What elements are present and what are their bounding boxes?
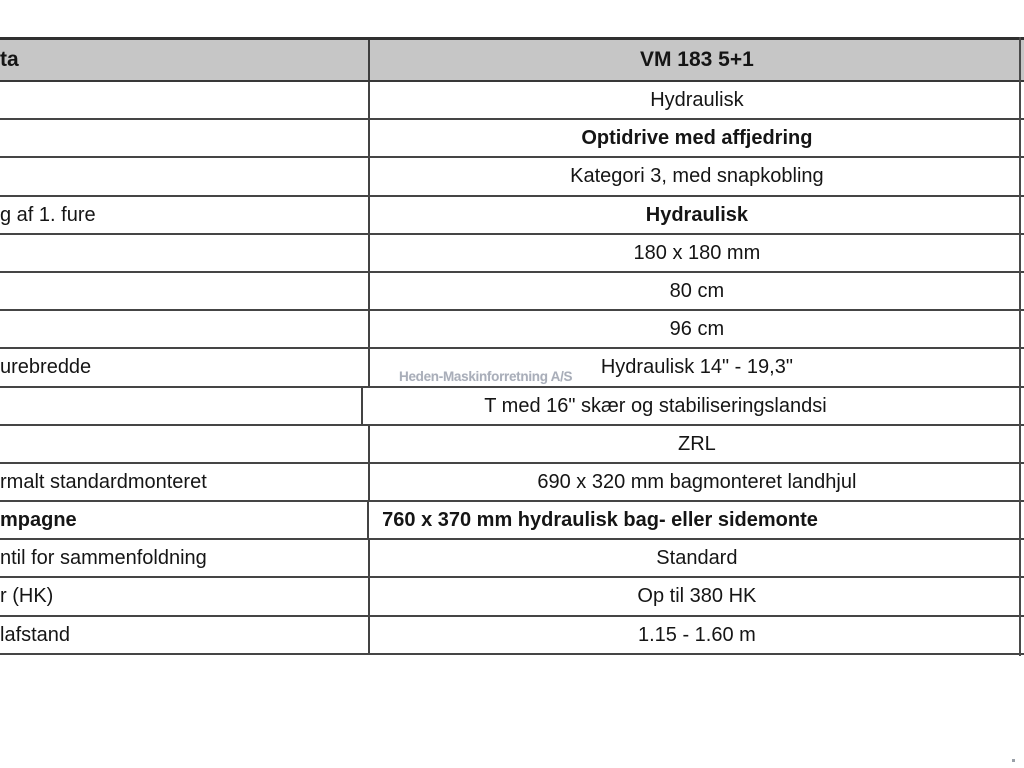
table-row: [0, 578, 1024, 616]
table-row: [0, 426, 1024, 464]
header-model-cell: VM 183 5+1: [639, 48, 754, 71]
spec-value-cell: 690 x 320 mm bagmonteret landhjul: [537, 470, 857, 493]
table-row: [0, 617, 1024, 655]
table-row: [0, 273, 1024, 311]
dealer-watermark: Heden-Maskinforretning A/S: [399, 369, 573, 384]
table-row: [0, 502, 1024, 540]
table-row: [0, 82, 1024, 120]
spec-label-cell: g af 1. fure: [0, 197, 370, 233]
spec-label-cell: r (HK): [0, 578, 370, 614]
spec-label-cell: [0, 273, 370, 309]
spec-value-cell: Hydraulisk: [650, 89, 744, 111]
table-header-row: [0, 40, 1024, 82]
spec-label-cell: mpagne: [0, 502, 369, 538]
spec-value-cell: 80 cm: [669, 279, 725, 302]
header-label-cell: ta: [0, 40, 370, 80]
table-row: [0, 464, 1024, 502]
spec-value-cell: Hydraulisk 14" - 19,3": [600, 356, 793, 379]
spec-label-cell: rmalt standardmonteret: [0, 464, 370, 500]
spec-value-cell: 760 x 370 mm hydraulisk bag- eller sidemonte: [382, 509, 818, 532]
scan-speck: [1012, 759, 1015, 762]
spec-value-cell: T med 16" skær og stabiliseringslandsi: [484, 394, 827, 417]
spec-value-cell: 180 x 180 mm: [633, 241, 761, 264]
spec-value-cell: Hydraulisk: [645, 203, 749, 226]
spec-label-cell: urebredde: [0, 349, 370, 385]
spec-label-cell: [0, 120, 370, 156]
spec-value-cell: Kategori 3, med snapkobling: [570, 165, 824, 188]
spec-value-cell: 96 cm: [669, 318, 725, 341]
spec-label-cell: lafstand: [0, 617, 370, 653]
spec-value-cell: Optidrive med affjedring: [581, 127, 813, 150]
table-row: [0, 349, 1024, 387]
spec-label-cell: [0, 426, 370, 462]
spec-label-cell: [0, 311, 370, 347]
spec-label-cell: [0, 235, 370, 271]
spec-label-cell: ntil for sammenfoldning: [0, 540, 370, 576]
table-row: [0, 235, 1024, 273]
table-row: [0, 120, 1024, 158]
table-row: [0, 540, 1024, 578]
spec-label-cell: [0, 82, 370, 118]
spec-value-cell: Standard: [656, 547, 738, 570]
spec-value-cell: Op til 380 HK: [637, 585, 757, 608]
table-row: [0, 158, 1024, 196]
spec-table: [0, 37, 1024, 655]
table-right-border: [1019, 37, 1021, 656]
spec-label-cell: [0, 158, 370, 194]
spec-label-cell: [0, 388, 363, 424]
table-row: [0, 197, 1024, 235]
spec-value-cell: ZRL: [677, 432, 716, 455]
table-row: [0, 388, 1024, 426]
spec-value-cell: 1.15 - 1.60 m: [637, 623, 756, 646]
table-row: [0, 311, 1024, 349]
table-body: [0, 82, 1024, 655]
